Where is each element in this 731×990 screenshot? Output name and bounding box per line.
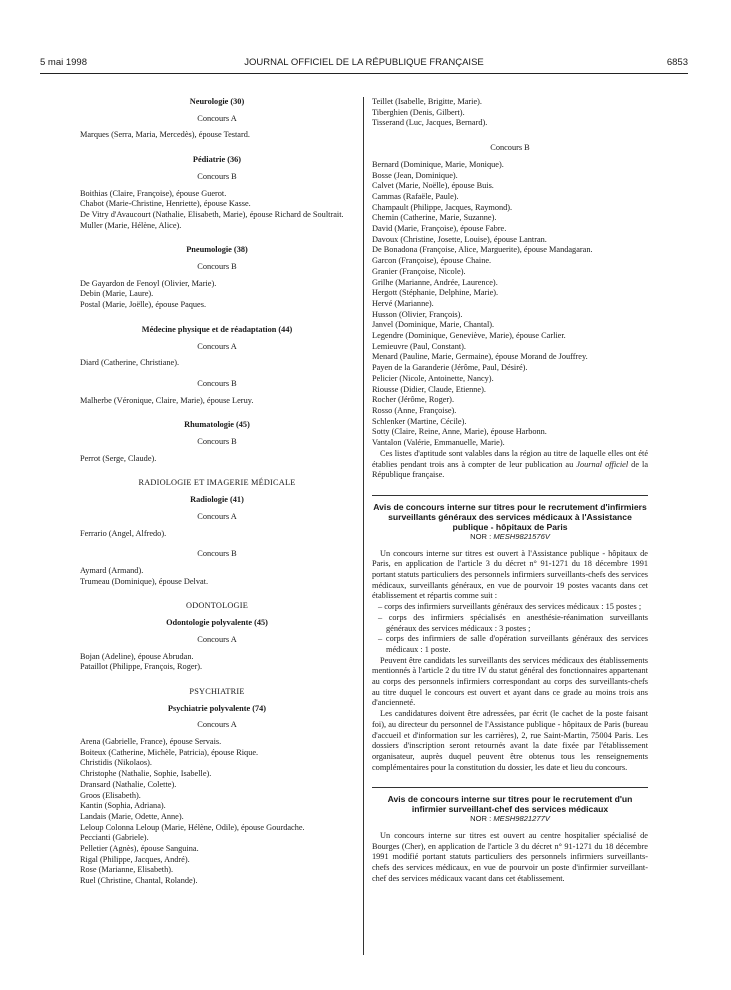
name-entry: Riousse (Didier, Claude, Etienne). xyxy=(372,384,486,394)
validity-paragraph xyxy=(372,449,648,481)
name-entry: Pelletier (Agnès), épouse Sanguina. xyxy=(80,844,199,854)
name-entry: Trumeau (Dominique), épouse Delvat. xyxy=(80,576,209,586)
name-entry: David (Marie, Françoise), épouse Fabre. xyxy=(372,224,507,234)
notice-title-1: Avis de concours interne sur titres pour le recrutement d'infirmiers surveillants généraux des services médicaux à l'Assistance publique - hôpitaux de Paris xyxy=(373,501,647,532)
concours-label: Concours B xyxy=(490,143,530,153)
concours-label: Concours B xyxy=(197,378,237,388)
name-entry: Leloup Colonna Leloup (Marie, Hélène, Odile), épouse Gourdache. xyxy=(80,822,305,832)
name-entry: Legendre (Dominique, Geneviève, Marie), épouse Carlier. xyxy=(372,331,566,341)
name-entry: Ruel (Christine, Chantal, Rolande). xyxy=(80,876,198,886)
name-entry: Bernard (Dominique, Marie, Monique). xyxy=(372,159,504,169)
name-list-radiologie-b xyxy=(80,566,354,587)
bullet-item: – corps des infirmiers surveillants généraux des services médicaux : 15 postes ; xyxy=(378,602,642,612)
name-entry: Christidis (Nikolaos). xyxy=(80,758,152,768)
name-list-medecine-physique-a xyxy=(80,358,354,369)
name-entry: Arena (Gabrielle, France), épouse Servais. xyxy=(80,737,222,747)
name-entry: Postal (Marie, Joëlle), épouse Paques. xyxy=(80,300,207,310)
name-entry: Menard (Pauline, Marie, Germaine), épouse Morand de Jouffrey. xyxy=(372,352,588,362)
notice-nor-2 xyxy=(372,814,648,825)
name-entry: Payen de la Garanderie (Jérôme, Paul, Désiré). xyxy=(372,363,528,373)
name-entry: Vantalon (Valérie, Emmanuelle, Marie). xyxy=(372,438,505,448)
name-entry: Debin (Marie, Laure). xyxy=(80,289,154,299)
bullet-item: – corps des infirmiers de salle d'opération surveillants généraux des services médicaux : 1 poste. xyxy=(378,634,648,654)
name-entry: Rosso (Anne, Françoise). xyxy=(372,405,457,415)
header-rule xyxy=(40,73,688,74)
name-entry: Rose (Marianne, Elisabeth). xyxy=(80,865,174,875)
validity-journal-name: Journal officiel xyxy=(576,459,629,469)
notice-1-paragraph-2: Peuvent être candidats les surveillants des services médicaux des établissements mentionnés à l'article 2 du titre IV du statut général des fonctionnaires appartenant au corps des personnels infirmiers correspondant au corps des surveillants-chefs au titre duquel le concours est ouvert et ayant dans ce grade au moins trois ans d'ancienneté. xyxy=(372,655,648,708)
left-column xyxy=(80,97,354,887)
name-list-radiologie-a xyxy=(80,529,354,540)
bullet-item: – corps des infirmiers spécialisés en anesthésie-réanimation surveillants généraux des services médicaux : 3 postes ; xyxy=(378,612,648,633)
name-entry: Landais (Marie, Odette, Anne). xyxy=(80,811,184,821)
name-entry: Chabot (Marie-Christine, Henriette), épouse Kasse. xyxy=(80,199,251,209)
section-title-pediatrie: Pédiatrie (36) xyxy=(192,155,242,165)
name-entry: De Vitry d'Avaucourt (Nathalie, Elisabeth, Marie), épouse Richard de Soultrait. xyxy=(80,209,344,219)
name-entry: Husson (Olivier, François). xyxy=(372,309,463,319)
name-entry: Hervé (Marianne). xyxy=(372,298,434,308)
name-entry: Lemieuvre (Paul, Constant). xyxy=(372,341,467,351)
section-title-odontologie: Odontologie polyvalente (45) xyxy=(166,618,268,628)
name-list-rhumatologie xyxy=(80,454,354,465)
column-divider xyxy=(363,97,364,955)
concours-label: Concours B xyxy=(197,549,237,559)
header-date: 5 mai 1998 xyxy=(40,57,88,68)
domain-title-radiologie: RADIOLOGIE ET IMAGERIE MÉDICALE xyxy=(138,478,296,488)
name-entry: Boiteux (Catherine, Michèle, Patricia), épouse Rique. xyxy=(80,747,259,757)
section-title-medecine-physique: Médecine physique et de réadaptation (44) xyxy=(141,324,293,334)
name-entry: Tisserand (Luc, Jacques, Bernard). xyxy=(372,118,488,128)
name-entry: Teillet (Isabelle, Brigitte, Marie). xyxy=(372,97,483,106)
name-entry: Perrot (Serge, Claude). xyxy=(80,453,157,463)
domain-title-psychiatrie: PSYCHIATRIE xyxy=(189,686,245,696)
name-entry: Granier (Françoise, Nicole). xyxy=(372,266,466,276)
name-entry: Cammas (Rafaële, Paule). xyxy=(372,191,459,201)
name-list-continued xyxy=(372,97,648,129)
page-header xyxy=(40,57,688,71)
name-entry: Kantin (Sophia, Adriana). xyxy=(80,801,166,811)
name-entry: Aymard (Armand). xyxy=(80,565,144,575)
name-list-psychiatrie xyxy=(80,737,354,887)
name-entry: Christophe (Nathalie, Sophie, Isabelle). xyxy=(80,769,212,779)
name-entry: Groos (Elisabeth). xyxy=(80,790,141,800)
validity-text: Ces listes d'aptitude sont valables dans la région au titre de laquelle elles ont été établies pendant trois ans à compter de leur publication au xyxy=(372,448,648,469)
section-title-rhumatologie: Rhumatologie (45) xyxy=(184,420,250,430)
name-entry: Marques (Serra, Maria, Mercedès), épouse Testard. xyxy=(80,130,250,140)
name-entry: Pataillot (Philippe, François, Roger). xyxy=(80,662,203,672)
concours-label: Concours A xyxy=(197,511,237,521)
name-entry: Dransard (Nathalie, Colette). xyxy=(80,779,177,789)
nor-label: NOR : xyxy=(470,814,494,824)
name-entry: De Gayardon de Fenoyl (Olivier, Marie). xyxy=(80,278,217,288)
name-list-pneumologie xyxy=(80,279,354,311)
name-entry: Tiberghien (Denis, Gilbert). xyxy=(372,107,465,117)
concours-label: Concours B xyxy=(197,437,237,447)
name-list-pediatrie xyxy=(80,189,354,232)
nor-code: MESH9821277V xyxy=(493,814,550,824)
name-entry: Rigal (Philippe, Jacques, André). xyxy=(80,854,190,864)
name-entry: Calvet (Marie, Noëlle), épouse Buis. xyxy=(372,181,494,191)
name-list-odontologie xyxy=(80,652,354,673)
nor-code: MESH9821576V xyxy=(493,531,550,541)
notice-1-paragraph-3: Les candidatures doivent être adressées, par écrit (le cachet de la poste faisant foi), au directeur du personnel de l'Assistance publique - hôpitaux de Paris (bureau d'accueil et d'information sur les carrières), 2, rue Saint-Martin, 75004 Paris. Les dossiers d'inscription seront retournés avant la date fixée par l'établissement organisateur, auprès duquel peuvent être obtenus tous les renseignements complémentaires pour la constitution du dossier, les date et lieu du concours. xyxy=(372,709,648,772)
name-entry: Malherbe (Véronique, Claire, Marie), épouse Leruy. xyxy=(80,395,254,405)
name-entry: Rocher (Jérôme, Roger). xyxy=(372,395,455,405)
header-page-number: 6853 xyxy=(666,57,688,68)
name-entry: Garcon (Françoise), épouse Chaine. xyxy=(372,256,492,266)
header-journal-title: JOURNAL OFFICIEL DE LA RÉPUBLIQUE FRANÇAISE xyxy=(244,57,484,68)
name-entry: Bojan (Adeline), épouse Abrudan. xyxy=(80,651,194,661)
validity-text-end: de la République française. xyxy=(372,459,648,480)
concours-label: Concours B xyxy=(197,262,237,272)
concours-label: Concours A xyxy=(197,634,237,644)
name-entry: Janvel (Dominique, Marie, Chantal). xyxy=(372,320,495,330)
concours-label: Concours A xyxy=(197,720,237,730)
name-entry: Chemin (Catherine, Marie, Suzanne). xyxy=(372,213,497,223)
name-list-neurologie xyxy=(80,130,354,141)
name-entry: Schlenker (Martine, Cécile). xyxy=(372,416,467,426)
concours-label: Concours B xyxy=(197,171,237,181)
name-entry: De Bonadona (Françoise, Alice, Marguerite), épouse Mandagaran. xyxy=(372,245,593,255)
notice-1-paragraph-1: Un concours interne sur titres est ouvert à l'Assistance publique - hôpitaux de Paris, en application de l'article 3 du décret n° 91-1271 du 18 décembre 1991 portant statuts particuliers des personnels infirmiers surveillants-chefs des services médicaux, surveillants généraux, en vue de pourvoir 19 postes vacants dans cet établissement et répartis comme suit : xyxy=(372,548,648,601)
name-entry: Davoux (Christine, Josette, Louise), épouse Lantran. xyxy=(372,234,547,244)
right-column xyxy=(372,97,648,885)
concours-label: Concours A xyxy=(197,341,237,351)
name-entry: Champault (Philippe, Jacques, Raymond). xyxy=(372,202,513,212)
name-entry: Muller (Marie, Hélène, Alice). xyxy=(80,220,182,230)
nor-label: NOR : xyxy=(470,531,494,541)
name-entry: Hergott (Stéphanie, Delphine, Marie). xyxy=(372,288,499,298)
name-entry: Pelicier (Nicole, Antoinette, Nancy). xyxy=(372,373,494,383)
name-entry: Grilhe (Marianne, Andrée, Laurence). xyxy=(372,277,498,287)
name-list-concours-b xyxy=(372,160,648,449)
domain-title-odontologie: ODONTOLOGIE xyxy=(186,601,248,611)
name-entry: Bosse (Jean, Dominique). xyxy=(372,170,458,180)
notice-nor-1 xyxy=(372,532,648,543)
name-entry: Peccianti (Gabriele). xyxy=(80,833,149,843)
notice-2-paragraph-1: Un concours interne sur titres est ouvert au centre hospitalier spécialisé de Bourges (Cher), en application de l'article 3 du décret n° 91-1271 du 18 décembre 1991 modifié portant statuts particuliers des personnels infirmiers surveillants-chefs des services médicaux, en vue de pourvoir un poste d'infirmier surveillant-chef des services médicaux vacant dans cet établissement. xyxy=(372,831,648,883)
name-entry: Boithias (Claire, Françoise), épouse Guerot. xyxy=(80,188,227,198)
section-title-pneumologie: Pneumologie (38) xyxy=(186,245,248,255)
name-list-medecine-physique-b xyxy=(80,396,354,407)
section-title-neurologie: Neurologie (30) xyxy=(189,97,245,106)
notice-1-bullets xyxy=(372,602,648,656)
concours-label: Concours A xyxy=(197,113,237,123)
name-entry: Sotty (Claire, Reine, Anne, Marie), épouse Harbonn. xyxy=(372,427,547,437)
notice-title-2: Avis de concours interne sur titres pour le recrutement d'un infirmier surveillant-chef des services médicaux xyxy=(387,794,633,815)
section-title-radiologie: Radiologie (41) xyxy=(190,495,244,505)
name-entry: Diard (Catherine, Christiane). xyxy=(80,358,180,368)
section-title-psychiatrie: Psychiatrie polyvalente (74) xyxy=(167,703,267,713)
name-entry: Ferrario (Angel, Alfredo). xyxy=(80,528,167,538)
